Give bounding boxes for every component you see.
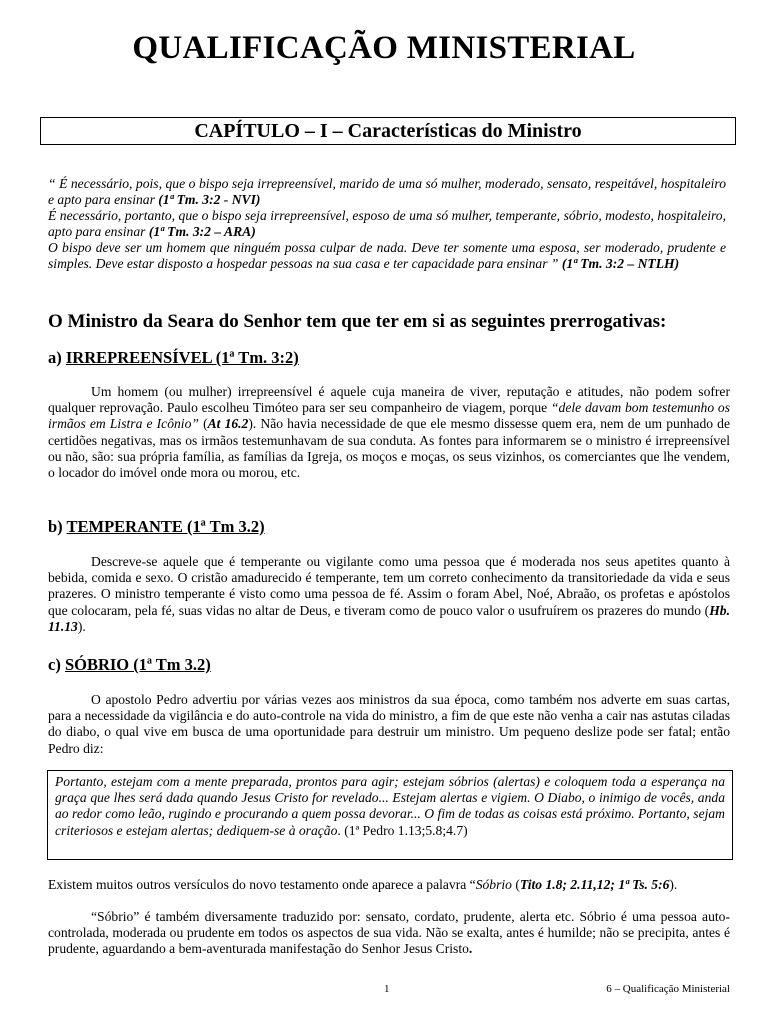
peter-quote-text: Portanto, estejam com a mente preparada, prontos para agir; estejam sóbrios (alertas) e coloquem toda a esperança na graça que lhes será dada quando Jesus Cristo for revelado... Estejam alertas e vigiem. O Diabo, o inimigo de vocês, anda ao redor como leão, rugindo e procurando a quem possa devorar... O fim de todas as coisas está próximo. Portanto, sejam criteriosos e estejam alertas; dediquem-se à oração xyxy=(55,774,725,838)
chapter-heading: CAPÍTULO – I – Características do Ministro xyxy=(194,120,582,142)
peter-quote-box xyxy=(47,770,733,860)
intro-quote-nvi: “ É necessário, pois, que o bispo seja irrepreensível, marido de uma só mulher, moderado, sensato, respeitável, hospitaleiro e apto para ensinar (1ª Tm. 3:2 - NVI) xyxy=(48,176,726,207)
paragraph-irrepreensivel: Um homem (ou mulher) irrepreensível é aquele cuja maneira de viver, reputação e atitudes, não podem sofrer qualquer reprovação. Paulo escolheu Timóteo para ser seu companheiro de viagem, porque “dele davam bom testemunho os irmãos em Listra e Icônio” (At 16.2). Não havia necessidade de que ele mesmo dissesse quem era, nem de um punhado de certidões negativas, mas os irmãos testemunhavam de sua conduta. As fontes para informarem se o ministro é irrepreensível ou não, são: sua própria família, as famílias da Igreja, os moços e moças, os seus vizinhos, os comerciantes que lhe vendem, o locador do imóvel onde mora ou morou, etc. xyxy=(48,384,730,481)
intro-ref-ntlh: (1ª Tm. 3:2 – NTLH) xyxy=(561,256,680,271)
intro-ref-ara: (1ª Tm. 3:2 – ARA) xyxy=(148,224,256,239)
subheading-temperante: b) TEMPERANTE (1ª Tm 3.2) xyxy=(48,517,265,536)
paragraph-sobrio: O apostolo Pedro advertiu por várias vezes aos ministros da sua época, como também nos adverte em suas cartas, para a necessidade da vigilância e do auto-controle na vida do ministro, a fim de que este não venha a cair nas astutas ciladas do diabo, o qual vive em busca de uma oportunidade para destruir um ministro. Um pequeno deslize pode ser fatal; então Pedro diz: xyxy=(48,692,730,756)
subheading-irrepreensivel: a) IRREPREENSÍVEL (1ª Tm. 3:2) xyxy=(48,348,299,367)
paragraph-temperante: Descreve-se aquele que é temperante ou vigilante como uma pessoa que é moderada nos seus apetites quanto à bebida, comida e sexo. O cristão amadurecido é temperante, tem um correto conhecimento da transitoriedade da vida e seus prazeres. O ministro temperante é visto como uma pessoa de fé. Assim o foram Abel, Noé, Abraão, os profetas e apóstolos que colocaram, pela fé, suas vidas no altar de Deus, e tiveram como de pouco valor o usufruírem os prazeres do mundo (Hb. 11.13). xyxy=(48,554,730,634)
paragraph-sobrio-definition: “Sóbrio” é também diversamente traduzido por: sensato, cordato, prudente, alerta etc. Sóbrio é uma pessoa auto-controlada, moderada ou prudente em todos os aspectos de sua vida. Não se exalta, antes é humilde; não se precipita, antes é prudente, aguardando a bem-aventurada manifestação do Senhor Jesus Cristo. xyxy=(48,909,730,957)
page-number: 1 xyxy=(384,983,390,995)
chapter-heading-box xyxy=(40,117,736,145)
intro-quote-ntlh: O bispo deve ser um homem que ninguém possa culpar de nada. Deve ter somente uma esposa, ser moderado, prudente e simples. Deve estar disposto a hospedar pessoas na sua casa e ter capacidade para ensinar ” (1ª Tm. 3:2 – NTLH) xyxy=(48,240,726,271)
paragraph-sobrio-verses: Existem muitos outros versículos do novo testamento onde aparece a palavra “Sóbrio (Tito 1.8; 2.11,12; 1ª Ts. 5:6). xyxy=(48,877,678,892)
subheading-sobrio: c) SÓBRIO (1ª Tm 3.2) xyxy=(48,655,211,674)
intro-quote-ara: É necessário, portanto, que o bispo seja irrepreensível, esposo de uma só mulher, temperante, sóbrio, modesto, hospitaleiro, apto para ensinar (1ª Tm. 3:2 – ARA) xyxy=(48,208,726,239)
intro-ref-nvi: (1ª Tm. 3:2 - NVI) xyxy=(158,192,261,207)
section-heading: O Ministro da Seara do Senhor tem que ter em si as seguintes prerrogativas: xyxy=(48,311,667,332)
peter-quote-ref: . (1ª Pedro 1.13;5.8;4.7) xyxy=(337,822,468,838)
document-title: QUALIFICAÇÃO MINISTERIAL xyxy=(132,30,636,66)
intro-quotes xyxy=(48,176,726,272)
running-footer-title: 6 – Qualificação Ministerial xyxy=(606,983,730,995)
